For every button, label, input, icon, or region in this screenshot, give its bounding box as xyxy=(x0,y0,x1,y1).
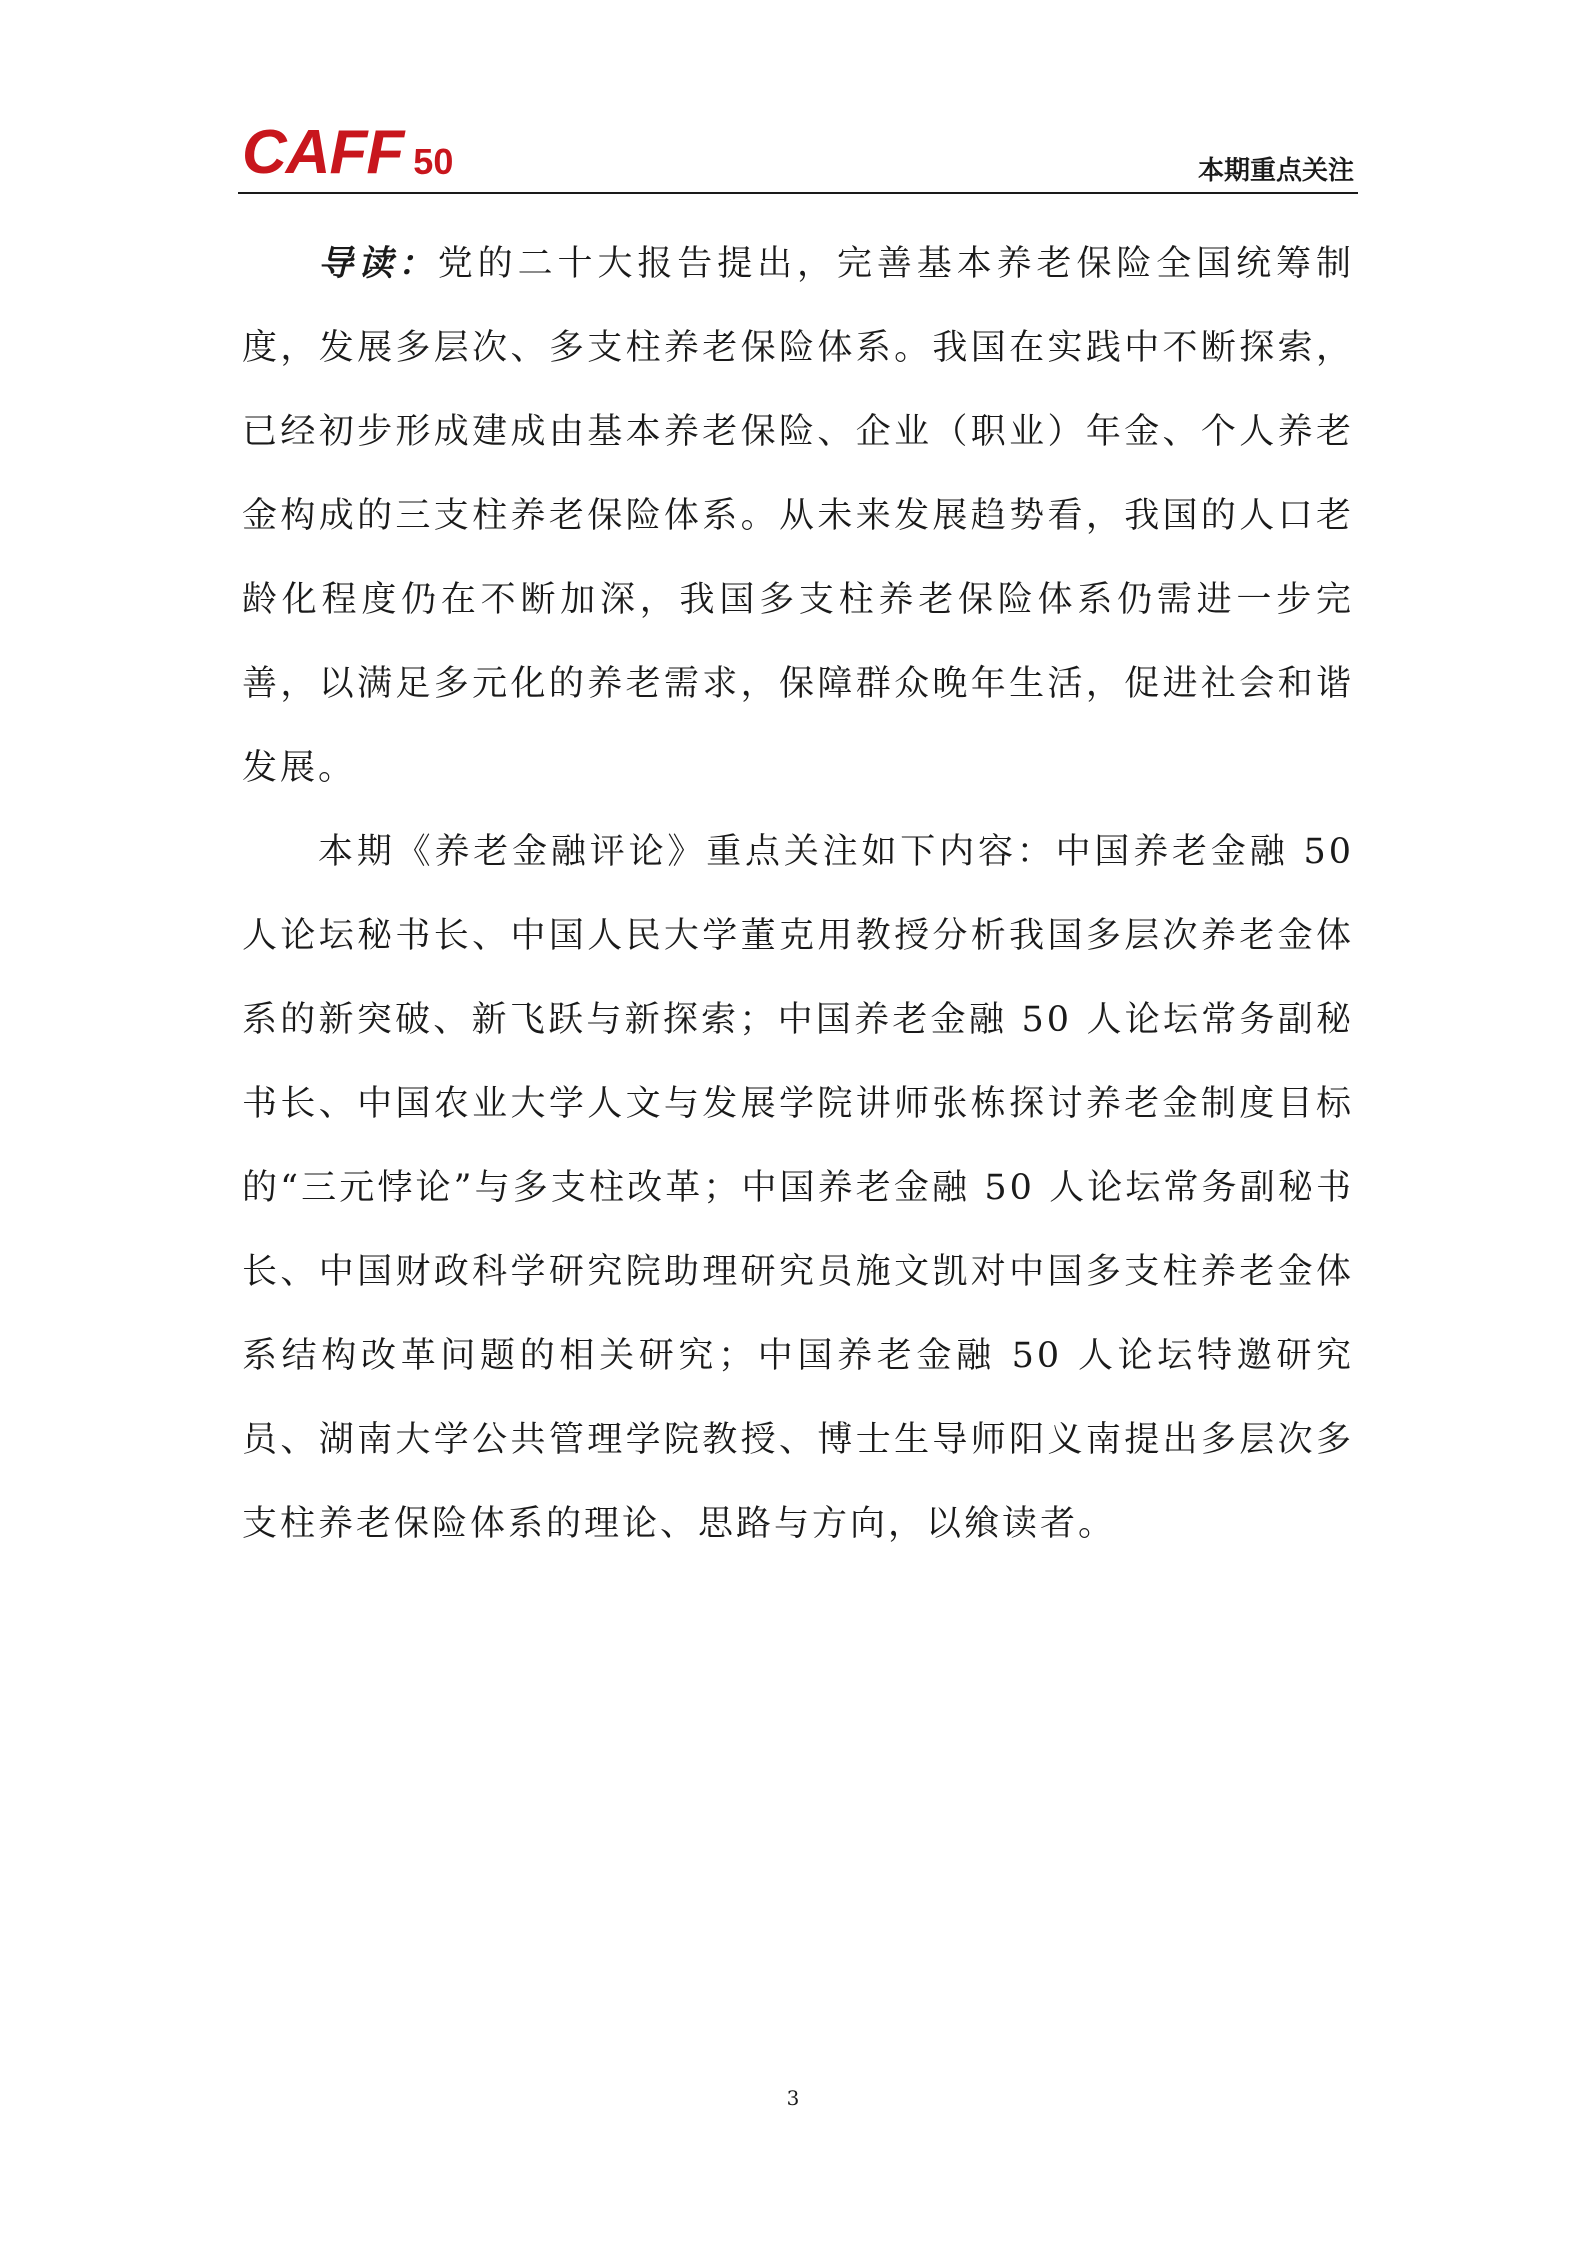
page-number: 3 xyxy=(786,2086,800,2110)
article-body xyxy=(242,222,1354,1566)
focus-paragraph xyxy=(242,810,1354,1566)
caff50-logo xyxy=(242,114,454,187)
intro-text: 党的二十大报告提出，完善基本养老保险全国统筹制度，发展多层次、多支柱养老保险体系。我国在实践中不断探索，已经初步形成建成由基本养老保险、企业（职业）年金、个人养老金构成的三支柱养老保险体系。从未来发展趋势看，我国的人口老龄化程度仍在不断加深，我国多支柱养老保险体系仍需进一步完善，以满足多元化的养老需求，保障群众晚年生活，促进社会和谐发展。 xyxy=(242,244,1354,788)
section-title: 本期重点关注 xyxy=(1197,156,1354,186)
logo-text: CAFF xyxy=(242,118,404,187)
intro-label: 导读： xyxy=(318,243,438,284)
intro-paragraph xyxy=(242,222,1354,810)
focus-text: 本期《养老金融评论》重点关注如下内容：中国养老金融 50 人论坛秘书长、中国人民大学董克用教授分析我国多层次养老金体系的新突破、新飞跃与新探索；中国养老金融 50 人论坛常务副秘书长、中国农业大学人文与发展学院讲师张栋探讨养老金制度目标的“三元悖论”与多支柱改革；中国养老金融 50 人论坛常务副秘书长、中国财政科学研究院助理研究员施文凯对中国多支柱养老金体系结构改革问题的相关研究；中国养老金融 50 人论坛特邀研究员、湖南大学公共管理学院教授、博士生导师阳义南提出多层次多支柱养老保险体系的理论、思路与方向，以飨读者。 xyxy=(242,832,1354,1544)
logo-number: 50 xyxy=(413,141,454,182)
page-header xyxy=(238,110,1358,192)
header-divider xyxy=(238,192,1358,194)
